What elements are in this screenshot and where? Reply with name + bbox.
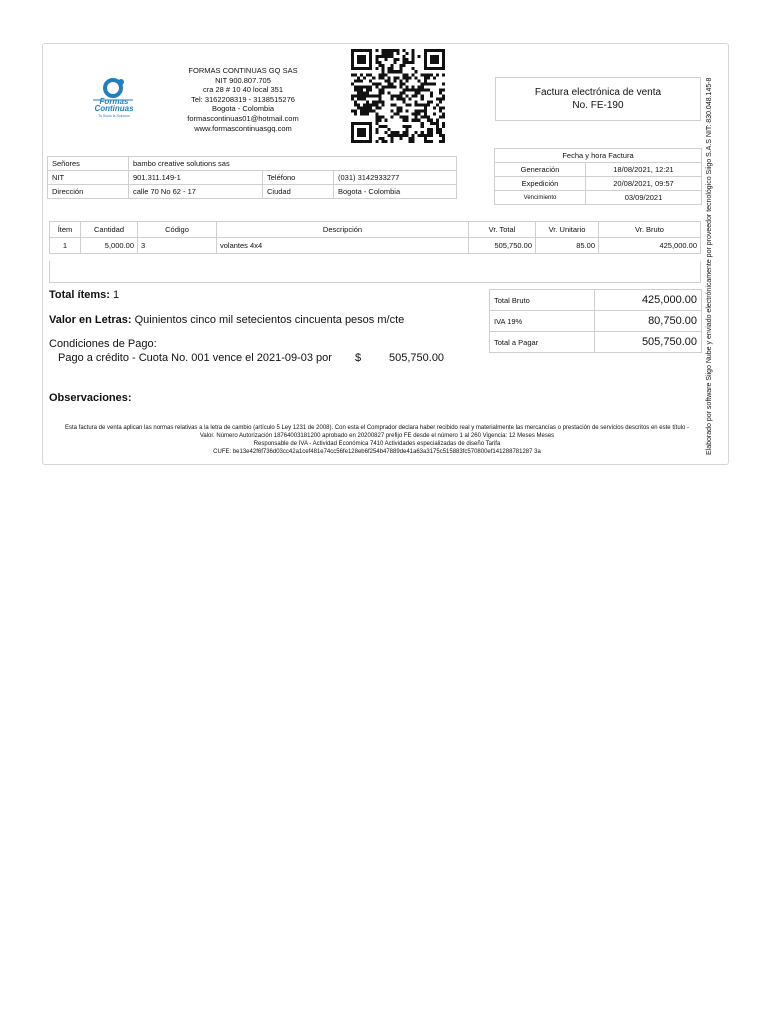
table-row bbox=[490, 290, 702, 311]
items-header-row bbox=[50, 222, 701, 238]
condiciones-amount: 505,750.00 bbox=[389, 352, 445, 364]
dates-label: Generación bbox=[495, 163, 586, 177]
client-label: Dirección bbox=[48, 185, 129, 199]
total-items-label: Total ítems: bbox=[49, 289, 110, 301]
company-nit: NIT 900.807.705 bbox=[215, 75, 271, 85]
item-cell: 425,000.00 bbox=[599, 238, 701, 254]
item-cell: 85.00 bbox=[536, 238, 599, 254]
legal-line: Esta factura de venta aplican las normas relativas a la letra de cambio (artículo 5 Ley 1231 de 2008). Con esta el Comprador declara haber recibido real y materialmente las mercancías o prestación de servicios descritos en este título - Valor. Número Autorización 18764003181200 aprobado en 20200827 prefijo FE desde el número 1 al 260 Vigencia: 12 Meses Meses bbox=[65, 425, 689, 439]
company-web: www.formascontinuasgq.com bbox=[194, 123, 292, 133]
client-city: Bogota - Colombia bbox=[334, 185, 457, 199]
client-table bbox=[47, 156, 457, 199]
items-empty-area bbox=[49, 261, 701, 283]
qr-icon bbox=[351, 48, 445, 144]
item-cell: volantes 4x4 bbox=[217, 238, 469, 254]
expedicion-value: 20/08/2021, 09:57 bbox=[586, 177, 702, 191]
col-header: Vr. Total bbox=[469, 222, 536, 238]
qr-code bbox=[351, 48, 445, 144]
valor-letras-value: Quinientos cinco mil setecientos cincuenta pesos m/cte bbox=[134, 314, 405, 326]
client-row bbox=[48, 185, 457, 199]
invoice-title: Factura electrónica de venta bbox=[534, 87, 662, 98]
legal-line: Responsable de IVA - Actividad Económica 7410 Actividades especializadas de diseño Tarifa bbox=[253, 441, 501, 447]
logo-tagline: Tu Socio la Solucion bbox=[98, 114, 130, 118]
company-city: Bogota - Colombia bbox=[211, 104, 275, 114]
col-header: Vr. Bruto bbox=[599, 222, 701, 238]
total-label: IVA 19% bbox=[490, 311, 595, 332]
company-info bbox=[163, 66, 323, 133]
client-label: Ciudad bbox=[263, 185, 334, 199]
item-cell: 505,750.00 bbox=[469, 238, 536, 254]
total-value: 80,750.00 bbox=[595, 311, 702, 332]
client-row bbox=[48, 157, 457, 171]
dates-label: Expedición bbox=[495, 177, 586, 191]
legal-text bbox=[57, 424, 697, 456]
client-label: Teléfono bbox=[263, 171, 334, 185]
client-name: bambo creative solutions sas bbox=[129, 157, 457, 171]
vertical-software-note: Elaborado por software Siigo Nube y enviado electrónicamente por proveedor tecnológico Siigo S.A.S NIT: 830.048.145-8 bbox=[706, 77, 713, 455]
table-row bbox=[490, 332, 702, 353]
dates-label: Vencimiento bbox=[495, 191, 586, 205]
client-label: Señores bbox=[48, 157, 129, 171]
col-header: Código bbox=[138, 222, 217, 238]
vencimiento-value: 03/09/2021 bbox=[586, 191, 702, 205]
condiciones-currency: $ bbox=[355, 352, 362, 364]
dates-table bbox=[494, 148, 702, 205]
col-header: Cantidad bbox=[81, 222, 138, 238]
col-header: Descripción bbox=[217, 222, 469, 238]
company-name: FORMAS CONTINUAS GQ SAS bbox=[188, 66, 298, 75]
valor-letras-label: Valor en Letras: bbox=[49, 314, 132, 326]
client-row bbox=[48, 171, 457, 185]
col-header: Ítem bbox=[50, 222, 81, 238]
valor-letras bbox=[49, 314, 469, 326]
invoice-title-box bbox=[495, 77, 701, 121]
item-cell: 1 bbox=[50, 238, 81, 254]
totals-table bbox=[489, 289, 702, 353]
item-cell: 3 bbox=[138, 238, 217, 254]
total-label: Total a Pagar bbox=[490, 332, 595, 353]
invoice-number: No. FE-190 bbox=[572, 100, 624, 111]
company-logo bbox=[87, 76, 139, 118]
table-row bbox=[490, 311, 702, 332]
table-row bbox=[50, 238, 701, 254]
condiciones-label: Condiciones de Pago: bbox=[49, 338, 157, 350]
total-value: 425,000.00 bbox=[595, 290, 702, 311]
generacion-value: 18/08/2021, 12:21 bbox=[586, 163, 702, 177]
total-items-value: 1 bbox=[112, 289, 120, 301]
company-address: cra 28 # 10 40 local 351 bbox=[202, 85, 284, 95]
client-nit: 901.311.149-1 bbox=[129, 171, 263, 185]
company-phone: Tel: 3162208319 - 3138515276 bbox=[191, 94, 295, 104]
dates-header: Fecha y hora Factura bbox=[495, 149, 702, 163]
items-table bbox=[49, 221, 701, 254]
observaciones-label: Observaciones: bbox=[49, 392, 132, 404]
total-label: Total Bruto bbox=[490, 290, 595, 311]
total-items bbox=[49, 289, 119, 301]
condiciones-text: Pago a crédito - Cuota No. 001 vence el 2021-09-03 por bbox=[58, 352, 332, 364]
client-phone: (031) 3142933277 bbox=[334, 171, 457, 185]
col-header: Vr. Unitario bbox=[536, 222, 599, 238]
client-address: calle 70 No 62 - 17 bbox=[129, 185, 263, 199]
logo-text: Formas Continuas bbox=[94, 97, 134, 113]
client-label: NIT bbox=[48, 171, 129, 185]
invoice-card bbox=[42, 43, 729, 465]
item-cell: 5,000.00 bbox=[81, 238, 138, 254]
total-value: 505,750.00 bbox=[595, 332, 702, 353]
cufe-line: CUFE: be13e42f6f736d03cc42a1cef481e74cc56fe128eb6f254b47889de41a63a3175c515883fc570800ef141288781287 3a bbox=[213, 449, 541, 455]
company-email: formascontinuas01@hotmail.com bbox=[187, 113, 299, 123]
